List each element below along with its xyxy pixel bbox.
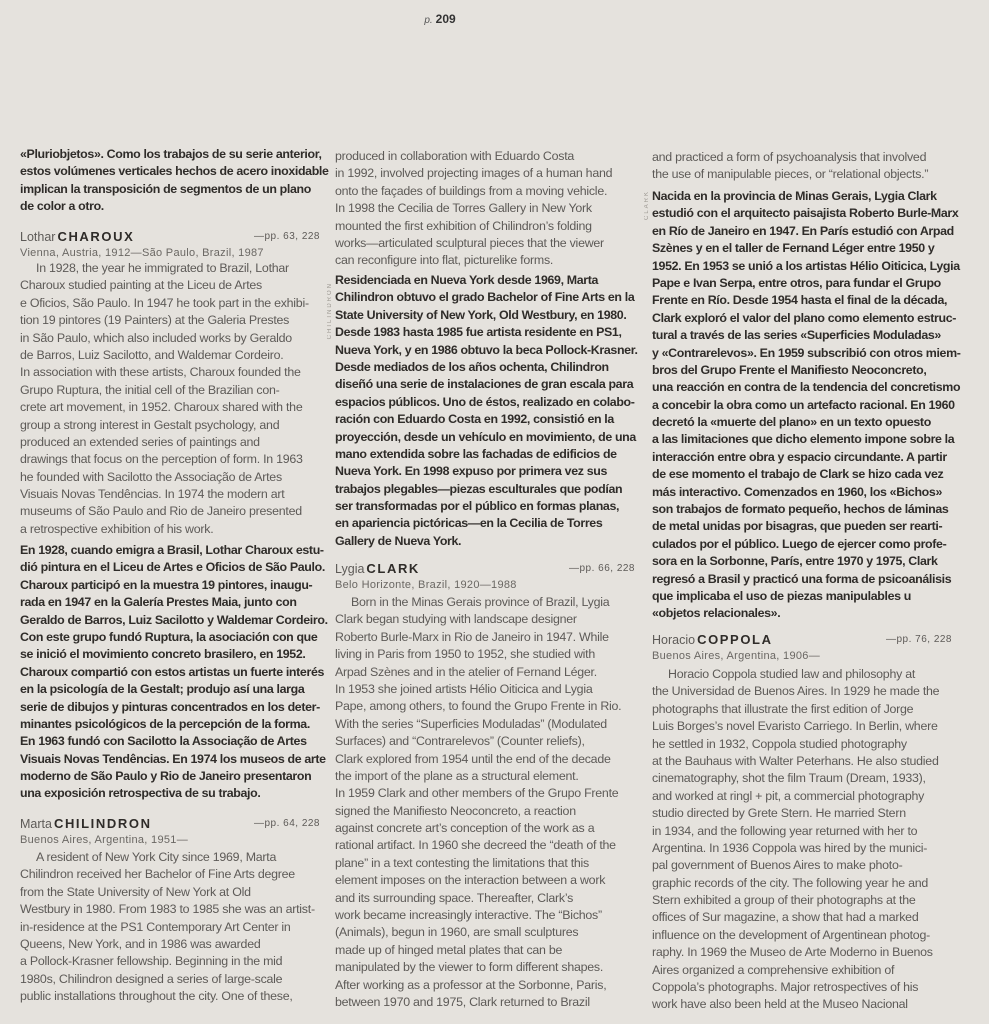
page-reference: —pp. 66, 228 <box>568 563 635 574</box>
text-line: made up of hinged metal plates that can be <box>335 942 563 957</box>
text-line: Arpad Szènes and in the atelier of Fernand Léger. <box>335 664 597 679</box>
page-reference: —pp. 63, 228 <box>253 231 320 242</box>
text-line: proyección, desde un vehículo en movimiento, de una <box>335 429 636 444</box>
text-line: trabajos plegables—piezas esculturales que podían <box>335 481 623 496</box>
artist-vitals: Buenos Aires, Argentina, 1906— <box>652 650 820 662</box>
text-line: group a strong interest in Gestalt psychology, and <box>20 417 280 432</box>
text-line: En 1928, cuando emigra a Brasil, Lothar Charoux estu- <box>20 543 324 557</box>
paragraph-es-clark <box>652 188 961 623</box>
artist-vitals: Buenos Aires, Argentina, 1951— <box>20 834 188 846</box>
text-line: a concebir la obra como un artefacto racional. En 1960 <box>652 397 955 412</box>
text-line: can reconfigure into flat, picturelike forms. <box>335 253 554 268</box>
page-prefix: p. <box>424 15 433 26</box>
artist-surname: CHILINDRON <box>53 816 152 831</box>
text-line: onto the façades of buildings from a moving vehicle. <box>335 183 608 198</box>
text-line: In 1998 the Cecilia de Torres Gallery in New York <box>335 201 592 216</box>
text-line: State University of New York, Old Westbury, en 1980. <box>335 307 627 322</box>
page-number-value: 209 <box>435 12 456 26</box>
text-line: at the Bauhaus with Walter Peterhans. He also studied <box>652 753 939 768</box>
text-line: in São Paulo, which also included works by Geraldo <box>20 330 292 345</box>
text-line: En 1963 fundó con Sacilotto la Associação de Artes <box>20 734 307 749</box>
text-line: crete art movement, in 1952. Charoux shared with the <box>20 400 303 415</box>
artist-surname: CHAROUX <box>57 229 135 244</box>
text-line: Nueva York, y en 1986 obtuvo la beca Pollock-Krasner. <box>335 342 638 357</box>
text-line: against concrete art’s conception of the work as a <box>335 821 595 836</box>
text-line: Gallery de Nueva York. <box>335 533 462 548</box>
text-line: Queens, New York, and in 1986 was awarded <box>20 936 261 951</box>
text-line: element imposes on the interaction between a work <box>335 873 606 888</box>
text-line: ser transformadas por el público en formas planas, <box>335 499 620 514</box>
paragraph-es-chilindron <box>335 272 638 550</box>
text-line: en apariencia pictóricas—en la Cecilia de Torres <box>335 516 603 531</box>
text-line: implican la transposición de segmentos de un plano <box>20 181 311 196</box>
page-reference: —pp. 64, 228 <box>253 818 320 829</box>
text-line: in-residence at the PS1 Contemporary Art Center in <box>20 919 291 934</box>
text-line: decretó la «muerte del plano» en un texto opuesto <box>652 415 931 430</box>
text-line: e Oficios, São Paulo. In 1947 he took part in the exhibi- <box>20 295 309 310</box>
text-line: de Barros, Luiz Sacilotto, and Waldemar Cordeiro. <box>20 347 284 362</box>
text-line: graphic records of the city. The following year he and <box>652 875 929 890</box>
text-line: raphy. In 1969 the Museo de Arte Moderno in Buenos <box>652 945 933 960</box>
text-line: a retrospective exhibition of his work. <box>20 521 214 536</box>
text-line: work have also been held at the Museo Nacional <box>652 997 908 1012</box>
text-line: mano extendida sobre las fachadas de edificios de <box>335 446 617 461</box>
text-line: una exposición retrospectiva de su trabajo. <box>20 786 261 801</box>
side-label-chilindron: CHILINDRON <box>327 282 333 340</box>
text-line: se inició el movimiento concreto brasilero, en 1952. <box>20 647 306 662</box>
text-line: works—articulated sculptural pieces that the viewer <box>335 235 604 250</box>
text-line: 1980s, Chilindron designed a series of large-scale <box>20 971 283 986</box>
text-line: Charoux participó en la muestra 19 pintores, inaugu- <box>20 577 313 592</box>
text-line: son trabajos de formato pequeño, hechos de láminas <box>652 502 949 517</box>
text-line: a Pollock-Krasner fellowship. Beginning in the mid <box>20 954 283 969</box>
text-line: With the series “Superficies Moduladas” (Modulated <box>335 716 607 731</box>
text-line: Horacio Coppola studied law and philosophy at <box>668 667 916 681</box>
paragraph-es-charoux <box>20 542 328 803</box>
text-line: de ese momento el trabajo de Clark se hizo cada vez <box>652 467 944 482</box>
text-line: After working as a professor at the Sorbonne, Paris, <box>335 977 607 992</box>
text-line: espacios públicos. Uno de éstos, realizado en colabo- <box>335 394 635 409</box>
artist-surname: CLARK <box>366 561 420 576</box>
text-line: public installations throughout the city. One of these, <box>20 989 293 1004</box>
text-line: In 1928, the year he immigrated to Brazil, Lothar <box>36 261 289 275</box>
text-line: plane” in a text contesting the limitations that this <box>335 855 589 870</box>
text-line: Born in the Minas Gerais province of Brazil, Lygia <box>351 595 610 609</box>
text-line: signed the Manifiesto Neoconcreto, a reaction <box>335 803 576 818</box>
paragraph-en-clark <box>335 594 635 1011</box>
text-line: Frente en Río. Desde 1954 hasta el final de la década, <box>652 293 948 308</box>
text-line: Pape, among others, to found the Grupo Frente in Rio. <box>335 699 622 714</box>
text-line: pal government of Buenos Aires to make photo- <box>652 858 903 873</box>
paragraph-en-coppola <box>652 666 952 1014</box>
artist-vitals: Vienna, Austria, 1912—São Paulo, Brazil, 1987 <box>20 247 264 259</box>
text-line: rada en 1947 en la Galería Prestes Maia, junto con <box>20 595 297 610</box>
text-line: Geraldo de Barros, Luiz Sacilotto y Waldemar Cordeiro. <box>20 612 328 627</box>
text-line: Clark explored from 1954 until the end of the decade <box>335 751 611 766</box>
text-line: In 1959 Clark and other members of the Grupo Frente <box>335 786 619 801</box>
text-line: Clark exploró el valor del plano como elemento estruc- <box>652 310 957 325</box>
text-line: dió pintura en el Liceu de Artes e Oficios de São Paulo. <box>20 560 325 575</box>
text-line: estos volúmenes verticales hechos de acero inoxidable <box>20 164 329 179</box>
text-line: the use of manipulable pieces, or “relational objects.” <box>652 167 929 182</box>
text-line: Residenciada en Nueva York desde 1969, Marta <box>335 273 599 287</box>
text-line: he founded with Sacilotto the Associação de Artes <box>20 469 282 484</box>
text-line: mounted the first exhibition of Chilindron’s folding <box>335 218 592 233</box>
paragraph-en-charoux <box>20 260 320 538</box>
text-line: the import of the plane as a structural element. <box>335 768 579 783</box>
text-line: 1952. En 1953 se unió a los artistas Hélio Oiticica, Lygia <box>652 258 960 273</box>
paragraph-en-chilindron-cont <box>335 148 635 270</box>
text-line: produced an extended series of paintings and <box>20 434 260 449</box>
text-line: ración con Eduardo Costa en 1992, consistió en la <box>335 412 614 427</box>
text-line: Nueva York. En 1998 expuso por primera vez sus <box>335 464 607 479</box>
text-line: from the State University of New York at Old <box>20 884 251 899</box>
text-line: minantes psicológicos de la percepción de la forma. <box>20 716 310 731</box>
text-line: Coppola’s photographs. Major retrospectives of his <box>652 980 919 995</box>
entry-heading-coppola <box>652 632 952 664</box>
text-line: In association with these artists, Charoux founded the <box>20 365 301 380</box>
text-line: work became increasingly interactive. The “Bichos” <box>335 908 602 923</box>
text-line: Surfaces) and “Contrarelevos” (Counter reliefs), <box>335 734 585 749</box>
text-line: living in Paris from 1950 to 1952, she studied with <box>335 647 595 662</box>
artist-vitals: Belo Horizonte, Brazil, 1920—1988 <box>335 579 517 591</box>
text-line: y «Contrarelevos». En 1959 subscribió con otros miem- <box>652 345 961 360</box>
text-line: museums of São Paulo and Rio de Janeiro presented <box>20 504 302 519</box>
text-line: Argentina. In 1936 Coppola was hired by the munici- <box>652 840 928 855</box>
page-reference: —pp. 76, 228 <box>885 634 952 645</box>
text-line: in 1992, involved projecting images of a human hand <box>335 166 613 181</box>
text-line: Nacida en la provincia de Minas Gerais, Lygia Clark <box>652 189 937 203</box>
text-line: in 1934, and the following year returned with her to <box>652 823 918 838</box>
text-line: «Pluriobjetos». Como los trabajos de su serie anterior, <box>20 147 322 161</box>
text-line: de metal unidas por bisagras, que pueden ser rearti- <box>652 519 943 534</box>
text-line: Desde mediados de los años ochenta, Chilindron <box>335 359 609 374</box>
entry-heading-chilindron <box>20 816 320 848</box>
text-line: influence on the development of Argentinean photog- <box>652 927 930 942</box>
text-line: and its surrounding space. Thereafter, Clark’s <box>335 890 574 905</box>
text-line: the Universidad de Buenos Aires. In 1929 he made the <box>652 684 940 699</box>
text-line: rational artifact. In 1960 she decreed the “death of the <box>335 838 616 853</box>
text-line: a las limitaciones que dicho elemento impone sobre la <box>652 432 955 447</box>
text-line: Charoux compartió con estos artistas un fuerte interés <box>20 664 325 679</box>
text-line: Desde 1983 hasta 1985 fue artista residente en PS1, <box>335 325 622 340</box>
text-line: A resident of New York City since 1969, Marta <box>36 850 277 864</box>
entry-heading-charoux <box>20 229 320 261</box>
text-line: offices of Sur magazine, a show that had a marked <box>652 910 919 925</box>
text-line: Pape e Ivan Serpa, entre otros, para fundar el Grupo <box>652 275 941 290</box>
text-line: Roberto Burle-Marx in Rio de Janeiro in 1947. While <box>335 629 609 644</box>
text-line: tural a través de las series «Superficies Moduladas» <box>652 328 941 343</box>
text-line: que implicaba el uso de piezas manipulables u <box>652 588 911 603</box>
text-line: Szènes y en el taller de Fernand Léger entre 1950 y <box>652 241 935 256</box>
text-line: In 1953 she joined artists Hélio Oiticica and Lygia <box>335 681 593 696</box>
text-line: Grupo Ruptura, the initial cell of the Brazilian con- <box>20 382 280 397</box>
side-label-clark: CLARK <box>644 190 650 221</box>
artist-given-name: Horacio <box>652 633 696 647</box>
text-line: estudió con el arquitecto paisajista Roberto Burle-Marx <box>652 206 959 221</box>
text-line: regresó a Brasil y practicó una forma de psicoanálisis <box>652 571 952 586</box>
text-line: en la psicología de la Gestalt; produjo así una larga <box>20 682 305 697</box>
text-line: Chilindron received her Bachelor of Fine Arts degree <box>20 867 295 882</box>
artist-given-name: Lothar <box>20 230 56 244</box>
text-line: culados por el público. Luego de ejercer como profe- <box>652 536 947 551</box>
paragraph-en-chilindron <box>20 849 320 1006</box>
text-line: sora en la Sorbonne, París, entre 1970 y 1975, Clark <box>652 554 938 569</box>
text-line: más interactivo. Comenzados en 1960, los «Bichos» <box>652 484 942 499</box>
text-line: Aires organized a comprehensive exhibition of <box>652 962 895 977</box>
artist-given-name: Lygia <box>335 562 365 576</box>
text-line: una reacción en contra de la tendencia del concretismo <box>652 380 961 395</box>
entry-heading-clark <box>335 561 635 593</box>
text-line: photographs that illustrate the first edition of Jorge <box>652 701 914 716</box>
text-line: Con este grupo fundó Ruptura, la asociación con que <box>20 629 318 644</box>
text-line: «objetos relacionales». <box>652 606 781 621</box>
text-line: de color a otro. <box>20 199 104 214</box>
text-line: Visuais Novas Tendências. En 1974 los museos de arte <box>20 751 326 766</box>
page-number <box>0 12 880 26</box>
text-line: bros del Grupo Frente el Manifiesto Neoconcreto, <box>652 362 927 377</box>
text-line: Stern exhibited a group of their photographs at the <box>652 893 916 908</box>
text-line: cinematography, shot the film Traum (Dream, 1933), <box>652 771 926 786</box>
text-line: diseñó una serie de instalaciones de gran escala para <box>335 377 634 392</box>
text-line: Charoux studied painting at the Liceu de Artes <box>20 278 262 293</box>
text-line: manipulated by the viewer to form different shapes. <box>335 960 604 975</box>
text-line: serie de dibujos y pinturas concentrados en los deter- <box>20 699 320 714</box>
text-line: tion 19 pintores (19 Painters) at the Galeria Prestes <box>20 313 290 328</box>
text-line: produced in collaboration with Eduardo Costa <box>335 149 575 163</box>
artist-surname: COPPOLA <box>697 632 773 647</box>
text-line: Chilindron obtuvo el grado Bachelor of Fine Arts en la <box>335 290 635 305</box>
text-line: between 1970 and 1975, Clark returned to Brazil <box>335 994 590 1009</box>
text-line: moderno de São Paulo y Rio de Janeiro presentaron <box>20 769 312 784</box>
text-line: and worked at ringl + pit, a commercial photography <box>652 788 925 803</box>
text-line: drawings that focus on the perception of form. In 1963 <box>20 452 303 467</box>
text-line: Clark began studying with landscape designer <box>335 612 577 627</box>
text-line: Westbury in 1980. From 1983 to 1985 she was an artist- <box>20 902 315 917</box>
text-line: studio directed by Grete Stern. He married Stern <box>652 806 906 821</box>
text-line: Luis Borges’s novel Evaristo Carriego. In Berlin, where <box>652 719 938 734</box>
text-line: interacción entre obra y espacio circundante. A partir <box>652 449 947 464</box>
text-line: Visuais Novas Tendências. In 1974 the modern art <box>20 487 285 502</box>
text-line: he settled in 1932, Coppola studied photography <box>652 736 907 751</box>
text-line: en Río de Janeiro en 1947. En París estudió con Arpad <box>652 223 954 238</box>
artist-given-name: Marta <box>20 817 52 831</box>
paragraph-en-clark-cont <box>652 149 952 184</box>
text-line: (Animals), begun in 1960, are small sculptures <box>335 925 579 940</box>
paragraph-es-pluriobjetos <box>20 146 329 216</box>
text-line: and practiced a form of psychoanalysis that involved <box>652 150 927 164</box>
